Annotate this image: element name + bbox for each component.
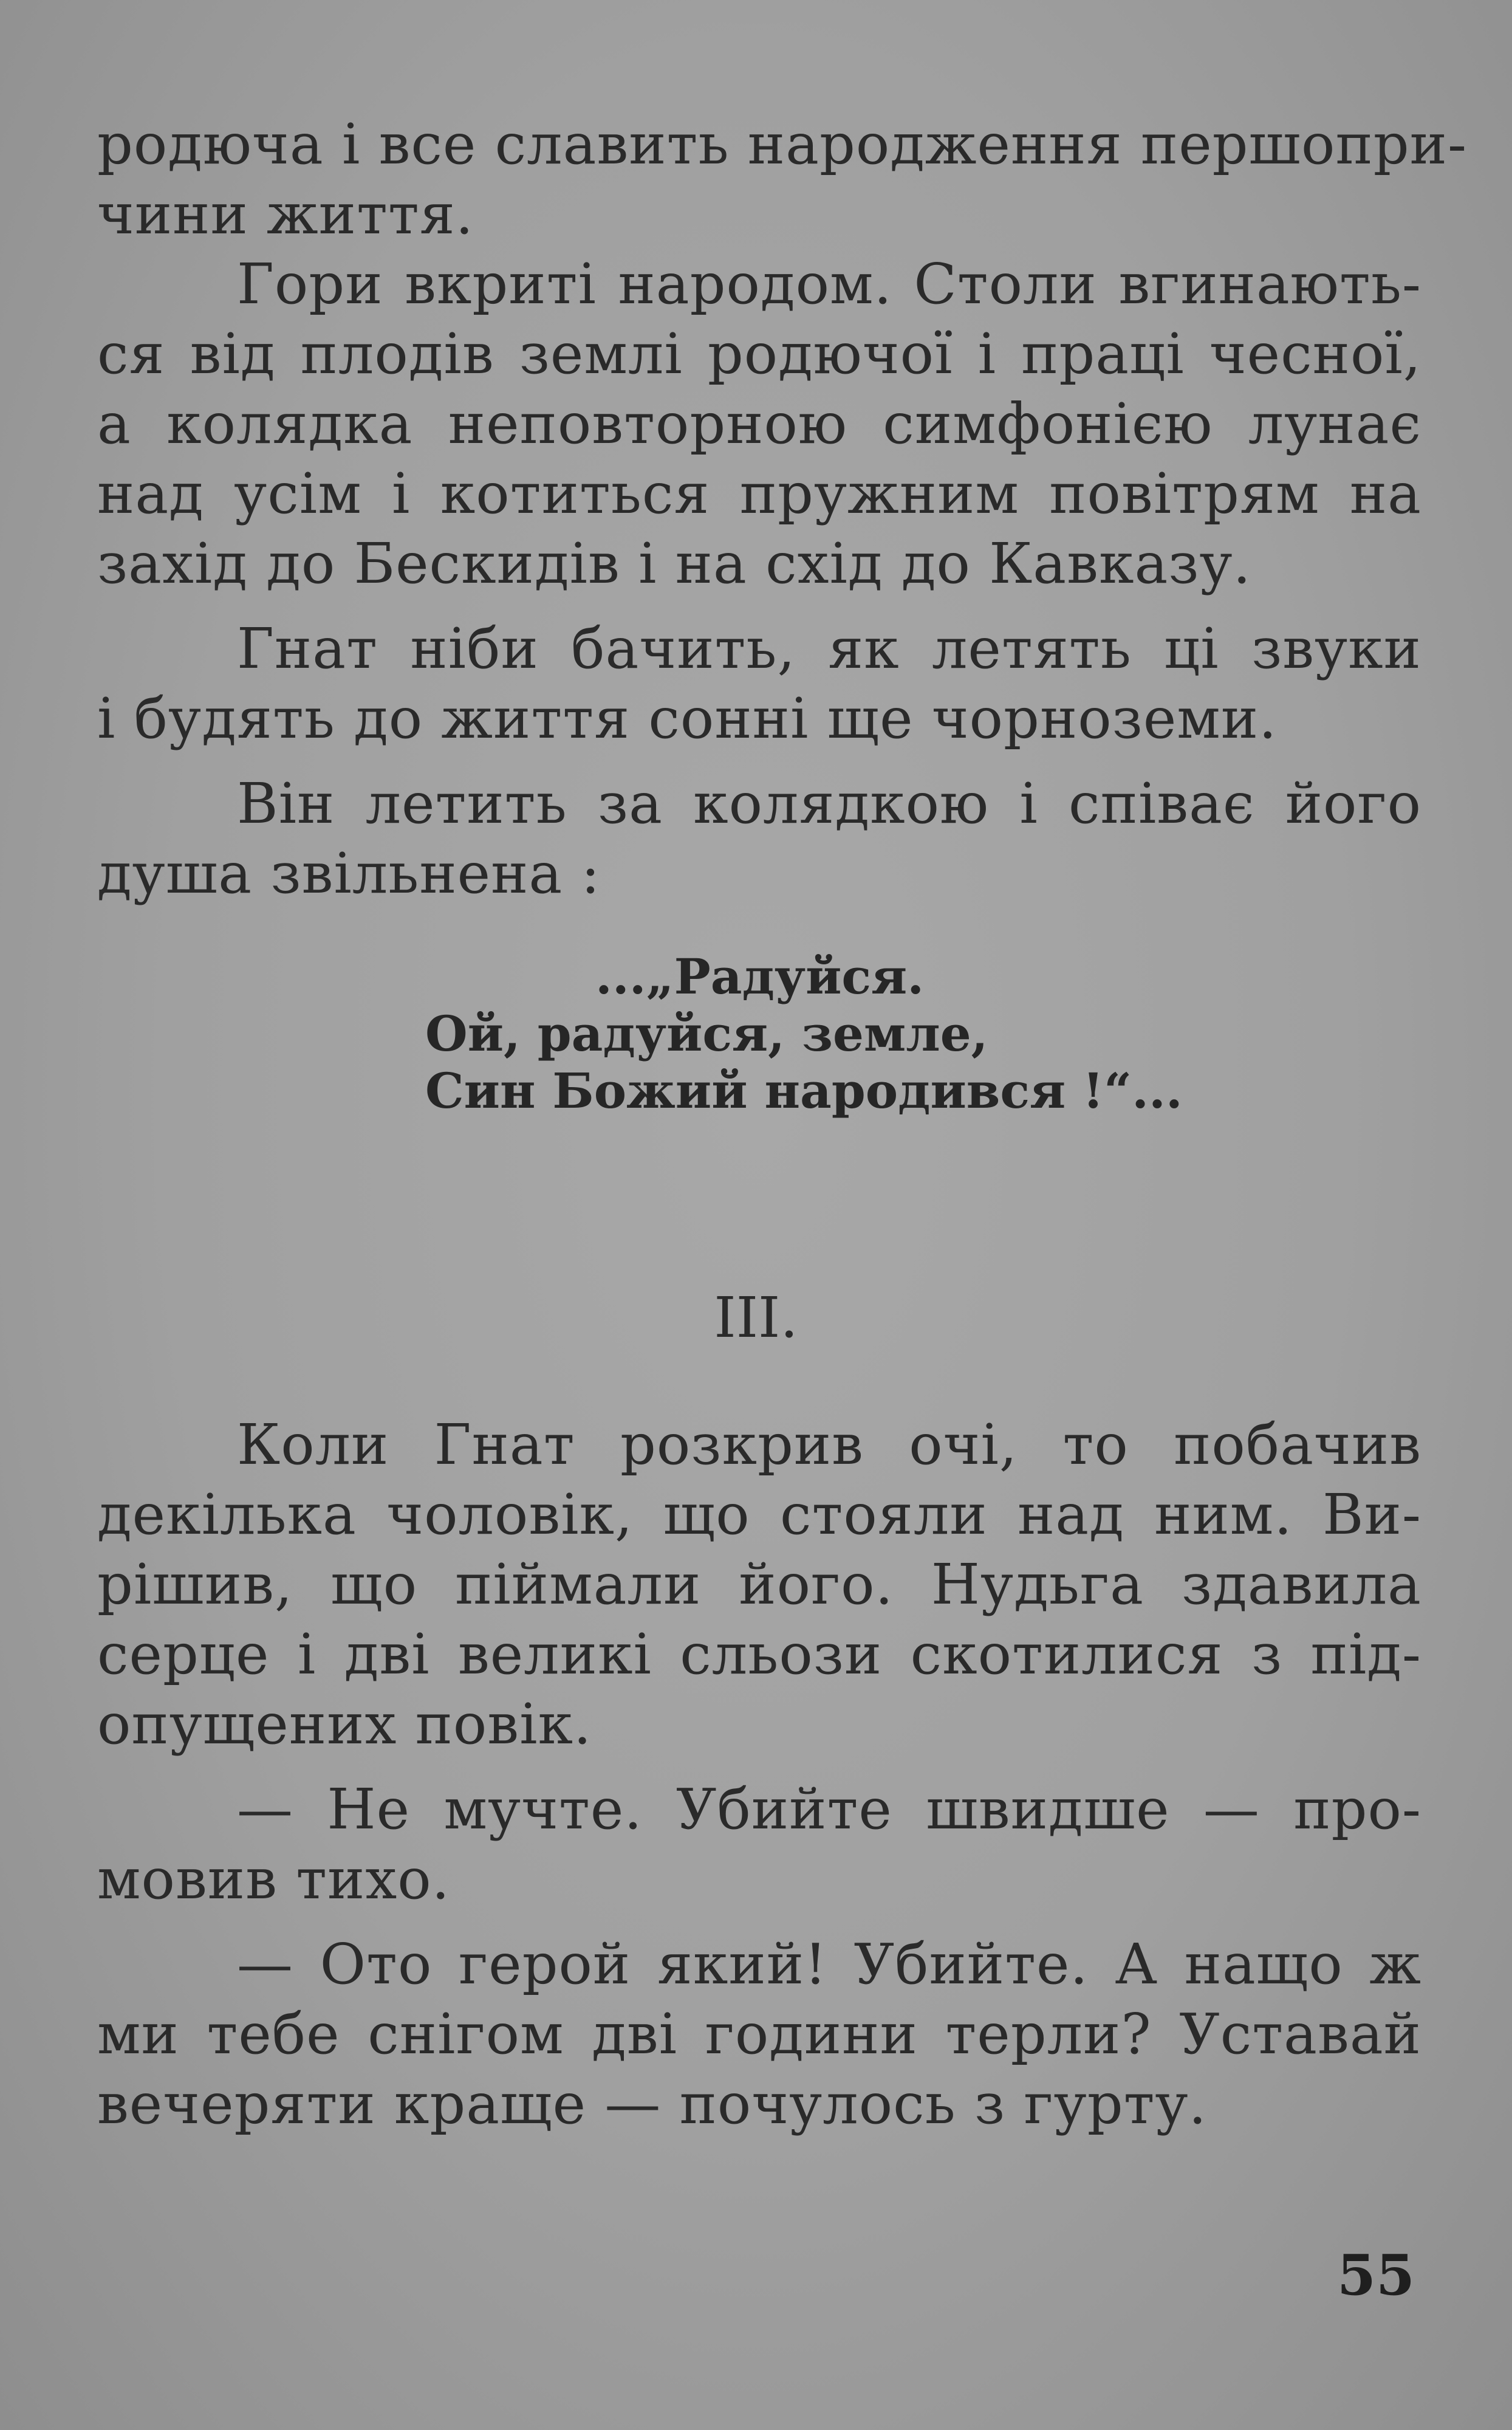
paragraph-block-top [97,109,1468,908]
paragraph-block-bottom [97,1410,1421,2139]
carol-verse [425,948,1215,1119]
text-line: родюча і все славить народження першопри- [97,112,1468,177]
text-line: серце і дві великі сльози скотилися з під- [97,1622,1421,1687]
text-line: над усім і котиться пружним повітрям на [97,461,1421,526]
text-line: і будять до життя сонні ще чорноземи. [97,686,1278,751]
text-line: Гори вкриті народом. Столи вгинають- [237,252,1421,317]
page-number: 55 [1336,2242,1415,2308]
text-line: Гнат ніби бачить, як летять ці звуки [237,616,1421,681]
text-line: вечеряти краще — почулось з гурту. [97,2071,1207,2137]
text-line: ми тебе снігом дві години терли? Уставай [97,2002,1421,2067]
verse-line: ...„Радуйся. [595,948,925,1005]
text-line: — Не мучте. Убийте швидше — про- [237,1777,1421,1842]
verse-line: Ой, радуйся, земле, [425,1005,988,1062]
text-line: душа звільнена : [97,841,601,906]
text-line: Він летить за колядкою і співає його [237,771,1421,836]
text-line: рішив, що піймали його. Нудьга здавила [97,1552,1421,1617]
text-line: — Ото герой який! Убийте. А нащо ж [237,1932,1421,1997]
verse-line: Син Божий народився !“... [425,1062,1183,1119]
text-line: чини життя. [97,182,474,247]
text-line: ся від плодів землі родючої і праці чесної, [97,321,1421,386]
text-line: а колядка неповторною симфонією лунає [97,391,1421,456]
text-line: мовив тихо. [97,1847,450,1912]
text-line: опущених повік. [97,1692,592,1757]
text-line: захід до Бескидів і на схід до Кавказу. [97,531,1251,596]
chapter-heading: III. [714,1285,798,1350]
text-line: декілька чоловік, що стояли над ним. Ви- [97,1482,1421,1547]
text-line: Коли Гнат розкрив очі, то побачив [237,1412,1421,1477]
